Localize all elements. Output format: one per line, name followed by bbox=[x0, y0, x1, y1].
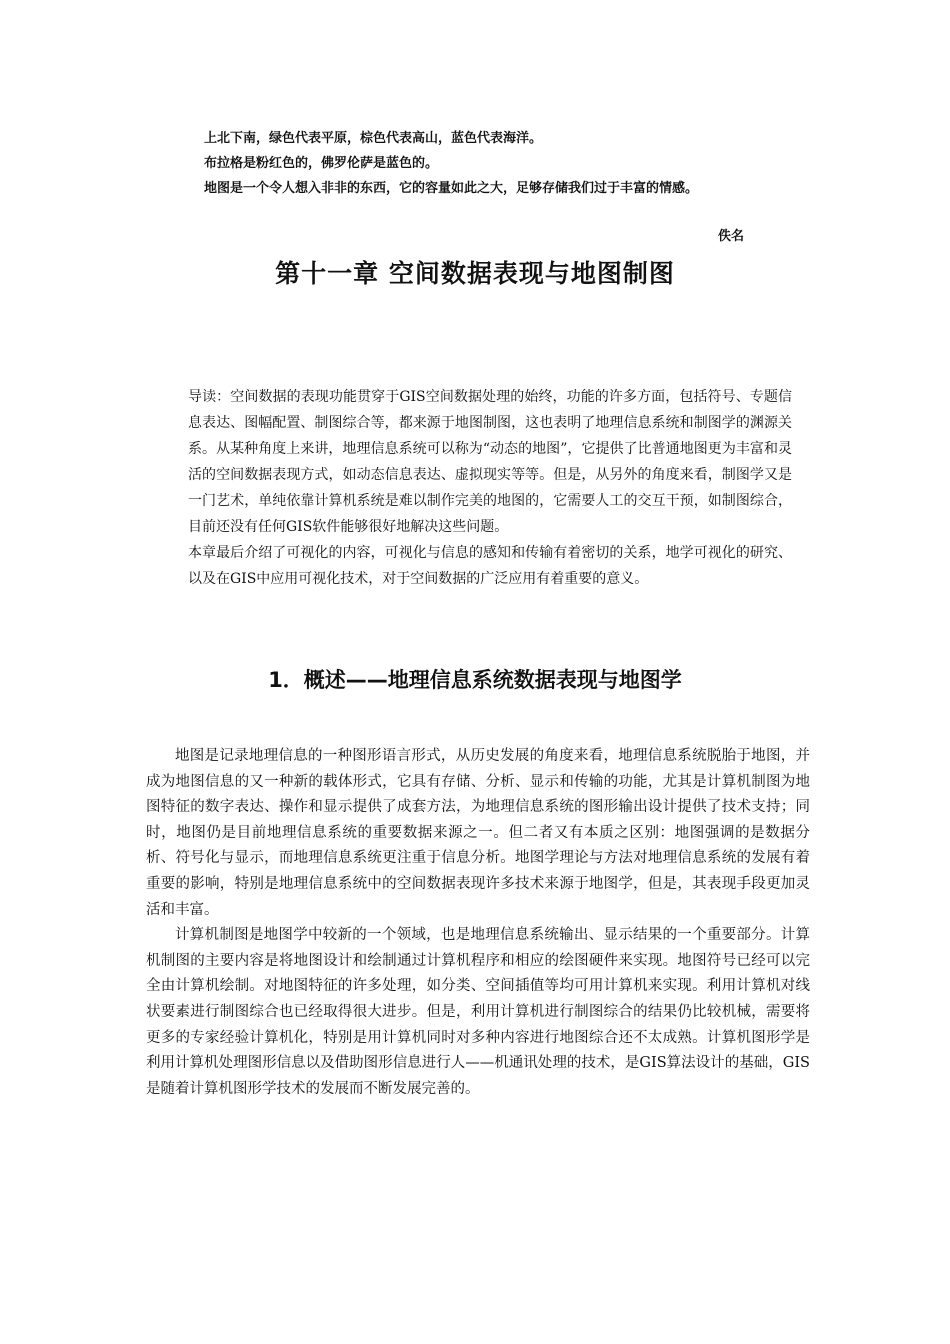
chapter-intro bbox=[188, 384, 792, 592]
epigraph-line: 上北下南，绿色代表平原，棕色代表高山，蓝色代表海洋。 bbox=[204, 131, 543, 146]
intro-paragraph: 导读：空间数据的表现功能贯穿于GIS空间数据处理的始终，功能的许多方面，包括符号、专题信息表达、图幅配置、制图综合等，都来源于地图制图，这也表明了地理信息系统和制图学的渊源关系。从某种角度上来讲，地理信息系统可以称为“动态的地图”，它提供了比普通地图更为丰富和灵活的空间数据表现方式，如动态信息表达、虚拟现实等等。但是，从另外的角度来看，制图学又是一门艺术，单纯依靠计算机系统是难以制作完美的地图的，它需要人工的交互干预，如制图综合，目前还没有任何GIS软件能够很好地解决这些问题。 bbox=[188, 389, 792, 535]
intro-paragraph: 本章最后介绍了可视化的内容，可视化与信息的感知和传输有着密切的关系，地学可视化的研究、以及在GIS中应用可视化技术，对于空间数据的广泛应用有着重要的意义。 bbox=[188, 545, 792, 587]
epigraph bbox=[204, 126, 788, 201]
section-title: 1．概述——地理信息系统数据表现与地图学 bbox=[268, 668, 682, 692]
body-paragraph: 地图是记录地理信息的一种图形语言形式，从历史发展的角度来看，地理信息系统脱胎于地图，并成为地图信息的又一种新的载体形式，它具有存储、分析、显示和传输的功能，尤其是计算机制图为地图特征的数字表达、操作和显示提供了成套方法，为地理信息系统的图形输出设计提供了技术支持；同时，地图仍是目前地理信息系统的重要数据来源之一。但二者又有本质之区别：地图强调的是数据分析、符号化与显示，而地理信息系统更注重于信息分析。地图学理论与方法对地理信息系统的发展有着重要的影响，特别是地理信息系统中的空间数据表现许多技术来源于地图学，但是，其表现手段更加灵活和丰富。 bbox=[146, 748, 810, 918]
epigraph-line: 布拉格是粉红色的，佛罗伦萨是蓝色的。 bbox=[204, 156, 439, 171]
epigraph-line: 地图是一个令人想入非非的东西，它的容量如此之大，足够存储我们过于丰富的情感。 bbox=[204, 181, 699, 196]
chapter-title: 第十一章 空间数据表现与地图制图 bbox=[275, 259, 675, 288]
section-body bbox=[146, 744, 810, 1102]
epigraph-author: 佚名 bbox=[717, 229, 744, 244]
body-paragraph: 计算机制图是地图学中较新的一个领域，也是地理信息系统输出、显示结果的一个重要部分。计算机制图的主要内容是将地图设计和绘制通过计算机程序和相应的绘图硬件来实现。地图符号已经可以完全由计算机绘制。对地图特征的许多处理，如分类、空间插值等均可用计算机来实现。利用计算机对线状要素进行制图综合也已经取得很大进步。但是，利用计算机进行制图综合的结果仍比较机械，需要将更多的专家经验计算机化，特别是用计算机同时对多种内容进行地图综合还不太成熟。计算机图形学是利用计算机处理图形信息以及借助图形信息进行人——机通讯处理的技术，是GIS算法设计的基础，GIS是随着计算机图形学技术的发展而不断发展完善的。 bbox=[146, 927, 810, 1097]
